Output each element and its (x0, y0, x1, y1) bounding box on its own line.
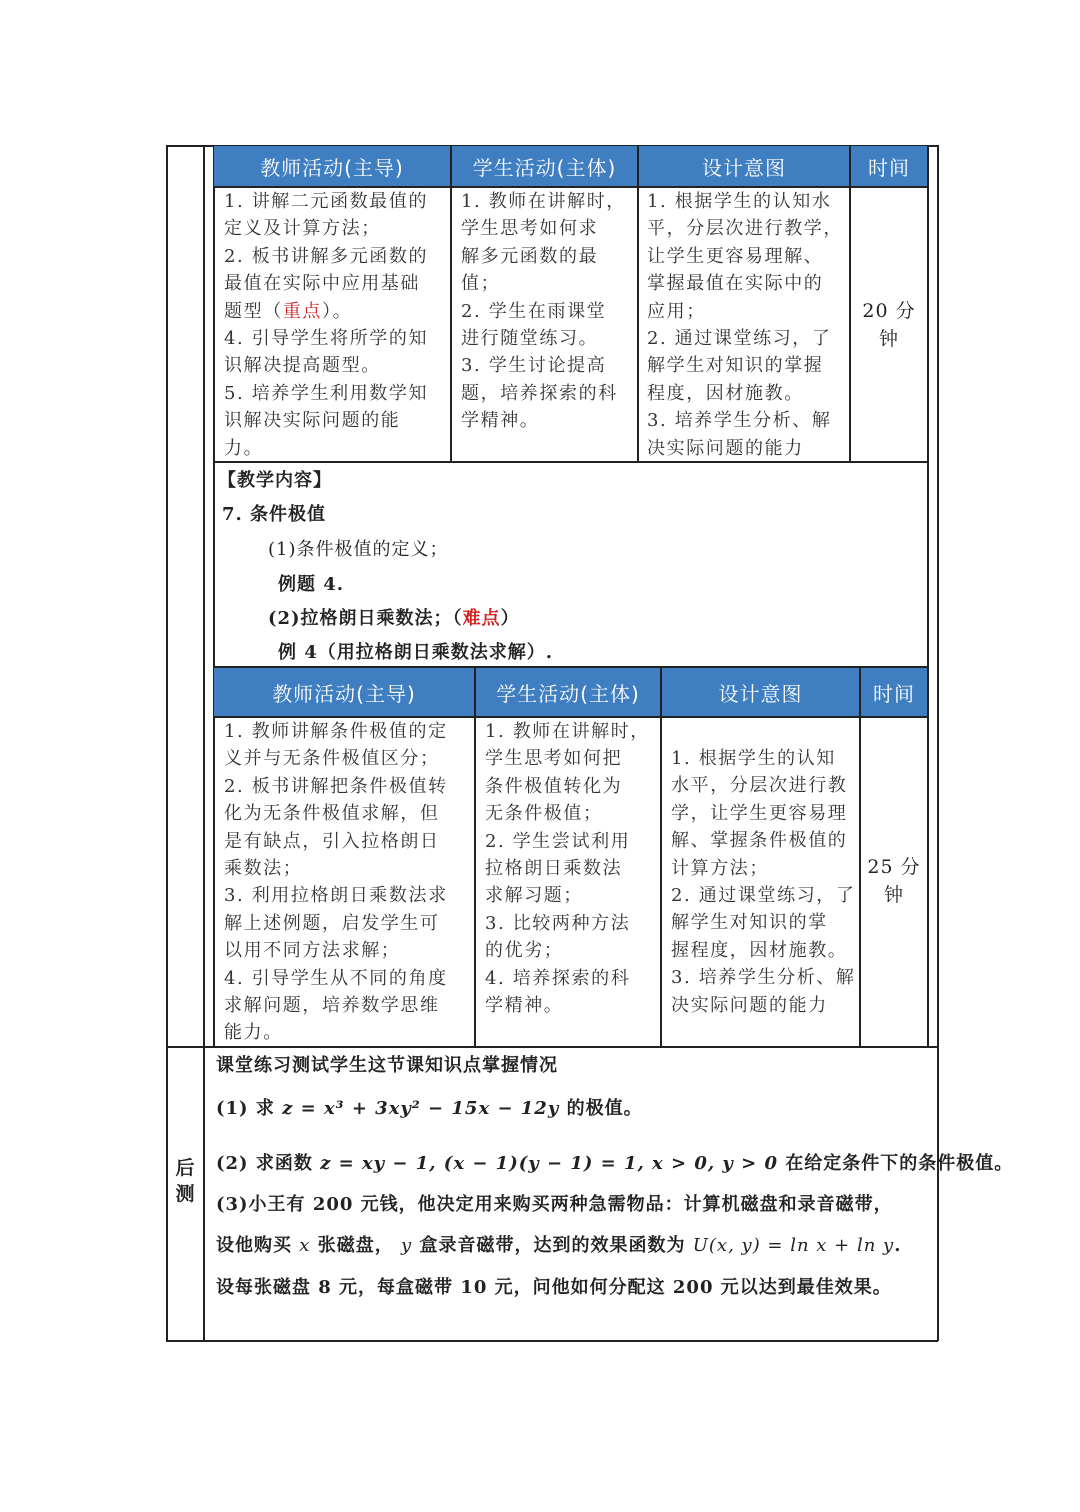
table2-col-line-2 (660, 668, 662, 1046)
table2-student-activity: 1. 教师在讲解时， 学生思考如何把 条件极值转化为 无条件极值； 2. 学生尝试利用 拉格朗日乘数法 求解习题； 3. 比较两种方法 的优劣； 4. 培养探索的科 学精神。 (485, 721, 650, 1017)
frame-bottom (166, 1340, 938, 1342)
frame-label-column (203, 145, 205, 1341)
posttest-question-3-line-1: (3)小王有 200 元钱，他决定用来购买两种急需物品：计算机磁盘和录音磁带， (216, 1194, 893, 1215)
q2-formula: z = xy − 1, (x − 1)(y − 1) = 1, x > 0, y > 0 (320, 1153, 779, 1174)
table2-teacher-activity: 1. 教师讲解条件极值的定 义并与无条件极值区分； 2. 板书讲解把条件极值转 化为无条件极值求解，但 是有缺点，引入拉格朗日 乘数法； 3. 利用拉格朗日乘数法求 解上述例题，启发学生可 以用不同方法求解； 4. 引导学生从不同的角度 求解问题，培养数学思维 能力。 (224, 721, 448, 1044)
table1-time: 20 分 钟 (862, 300, 916, 350)
table1-col-line-1 (450, 146, 452, 461)
table2-header-teacher: 教师活动(主导) (214, 668, 474, 716)
posttest-intro: 课堂练习测试学生这节课知识点掌握情况 (216, 1055, 558, 1076)
table1-header-time: 时间 (851, 146, 927, 186)
table1-header-student: 学生活动(主体) (452, 146, 637, 186)
table2-header-time: 时间 (861, 668, 927, 716)
content-example-1: 例题 4. (278, 574, 345, 595)
table1-col-line-2 (637, 146, 639, 461)
table1-header-design: 设计意图 (639, 146, 849, 186)
content-item-1: (1)条件极值的定义； (268, 539, 449, 560)
posttest-question-3-line-3: 设每张磁盘 8 元，每盒磁带 10 元，问他如何分配这 200 元以达到最佳效果。 (216, 1277, 892, 1298)
posttest-side-label: 后 测 (175, 1157, 195, 1205)
content-section-title: 7. 条件极值 (222, 504, 327, 525)
table1-teacher-activity: 1. 讲解二元函数最值的 定义及计算方法； 2. 板书讲解多元函数的 最值在实际中应用基础 题型（重点）。 4. 引导学生将所学的知 识解决提高题型。 5. 培养学生利用数学知 识解决实际问题的能 力。 (224, 191, 429, 459)
table2-design-intent: 1. 根据学生的认知 水平，分层次进行教 学，让学生更容易理 解、掌握条件极值的 计算方法； 2. 通过课堂练习，了 解学生对知识的掌 握程度，因材施教。 3. 培养学生分析、解 决实际问题的能力 (671, 748, 856, 1016)
posttest-question-3-line-2: 设他购买 x 张磁盘， y 盒录音磁带，达到的效果函数为 U(x, y) = ln x + ln y. (216, 1235, 902, 1256)
posttest-question-1: (1) 求 z = x³ + 3xy² − 15x − 12y 的极值。 (216, 1098, 643, 1119)
table2-header-student: 学生活动(主体) (476, 668, 660, 716)
difficulty-label: 难点 (462, 608, 501, 629)
table1-design-intent: 1. 根据学生的认知水 平，分层次进行教学， 让学生更容易理解、 掌握最值在实际中的 应用； 2. 通过课堂练习，了 解学生对知识的掌握 程度，因材施教。 3. 培养学生分析、解 决实际问题的能力 (647, 191, 843, 459)
posttest-question-2: (2) 求函数 z = xy − 1, (x − 1)(y − 1) = 1, x > 0, y > 0 在给定条件下的条件极值。 (216, 1153, 1014, 1174)
inner-right (927, 145, 929, 1047)
key-point-label: 重点 (282, 300, 323, 322)
table1-student-activity: 1. 教师在讲解时， 学生思考如何求 解多元函数的最 值； 2. 学生在雨课堂 进行随堂练习。 3. 学生讨论提高 题，培养探索的科 学精神。 (461, 191, 626, 432)
utility-function: U(x, y) = ln x + ln y (692, 1235, 895, 1256)
q1-formula: z = x³ + 3xy² − 15x − 12y (282, 1098, 560, 1119)
table2-time: 25 分 钟 (867, 856, 921, 906)
table2-col-line-1 (474, 668, 476, 1046)
content-item-2: (2)拉格朗日乘数法；（难点） (268, 608, 520, 629)
content-heading: 【教学内容】 (218, 470, 332, 491)
table2-header-design: 设计意图 (662, 668, 859, 716)
inner-left (213, 145, 215, 1047)
frame-left (166, 145, 168, 1341)
table1-header-teacher: 教师活动(主导) (214, 146, 450, 186)
content-example-2: 例 4（用拉格朗日乘数法求解）. (278, 642, 554, 663)
